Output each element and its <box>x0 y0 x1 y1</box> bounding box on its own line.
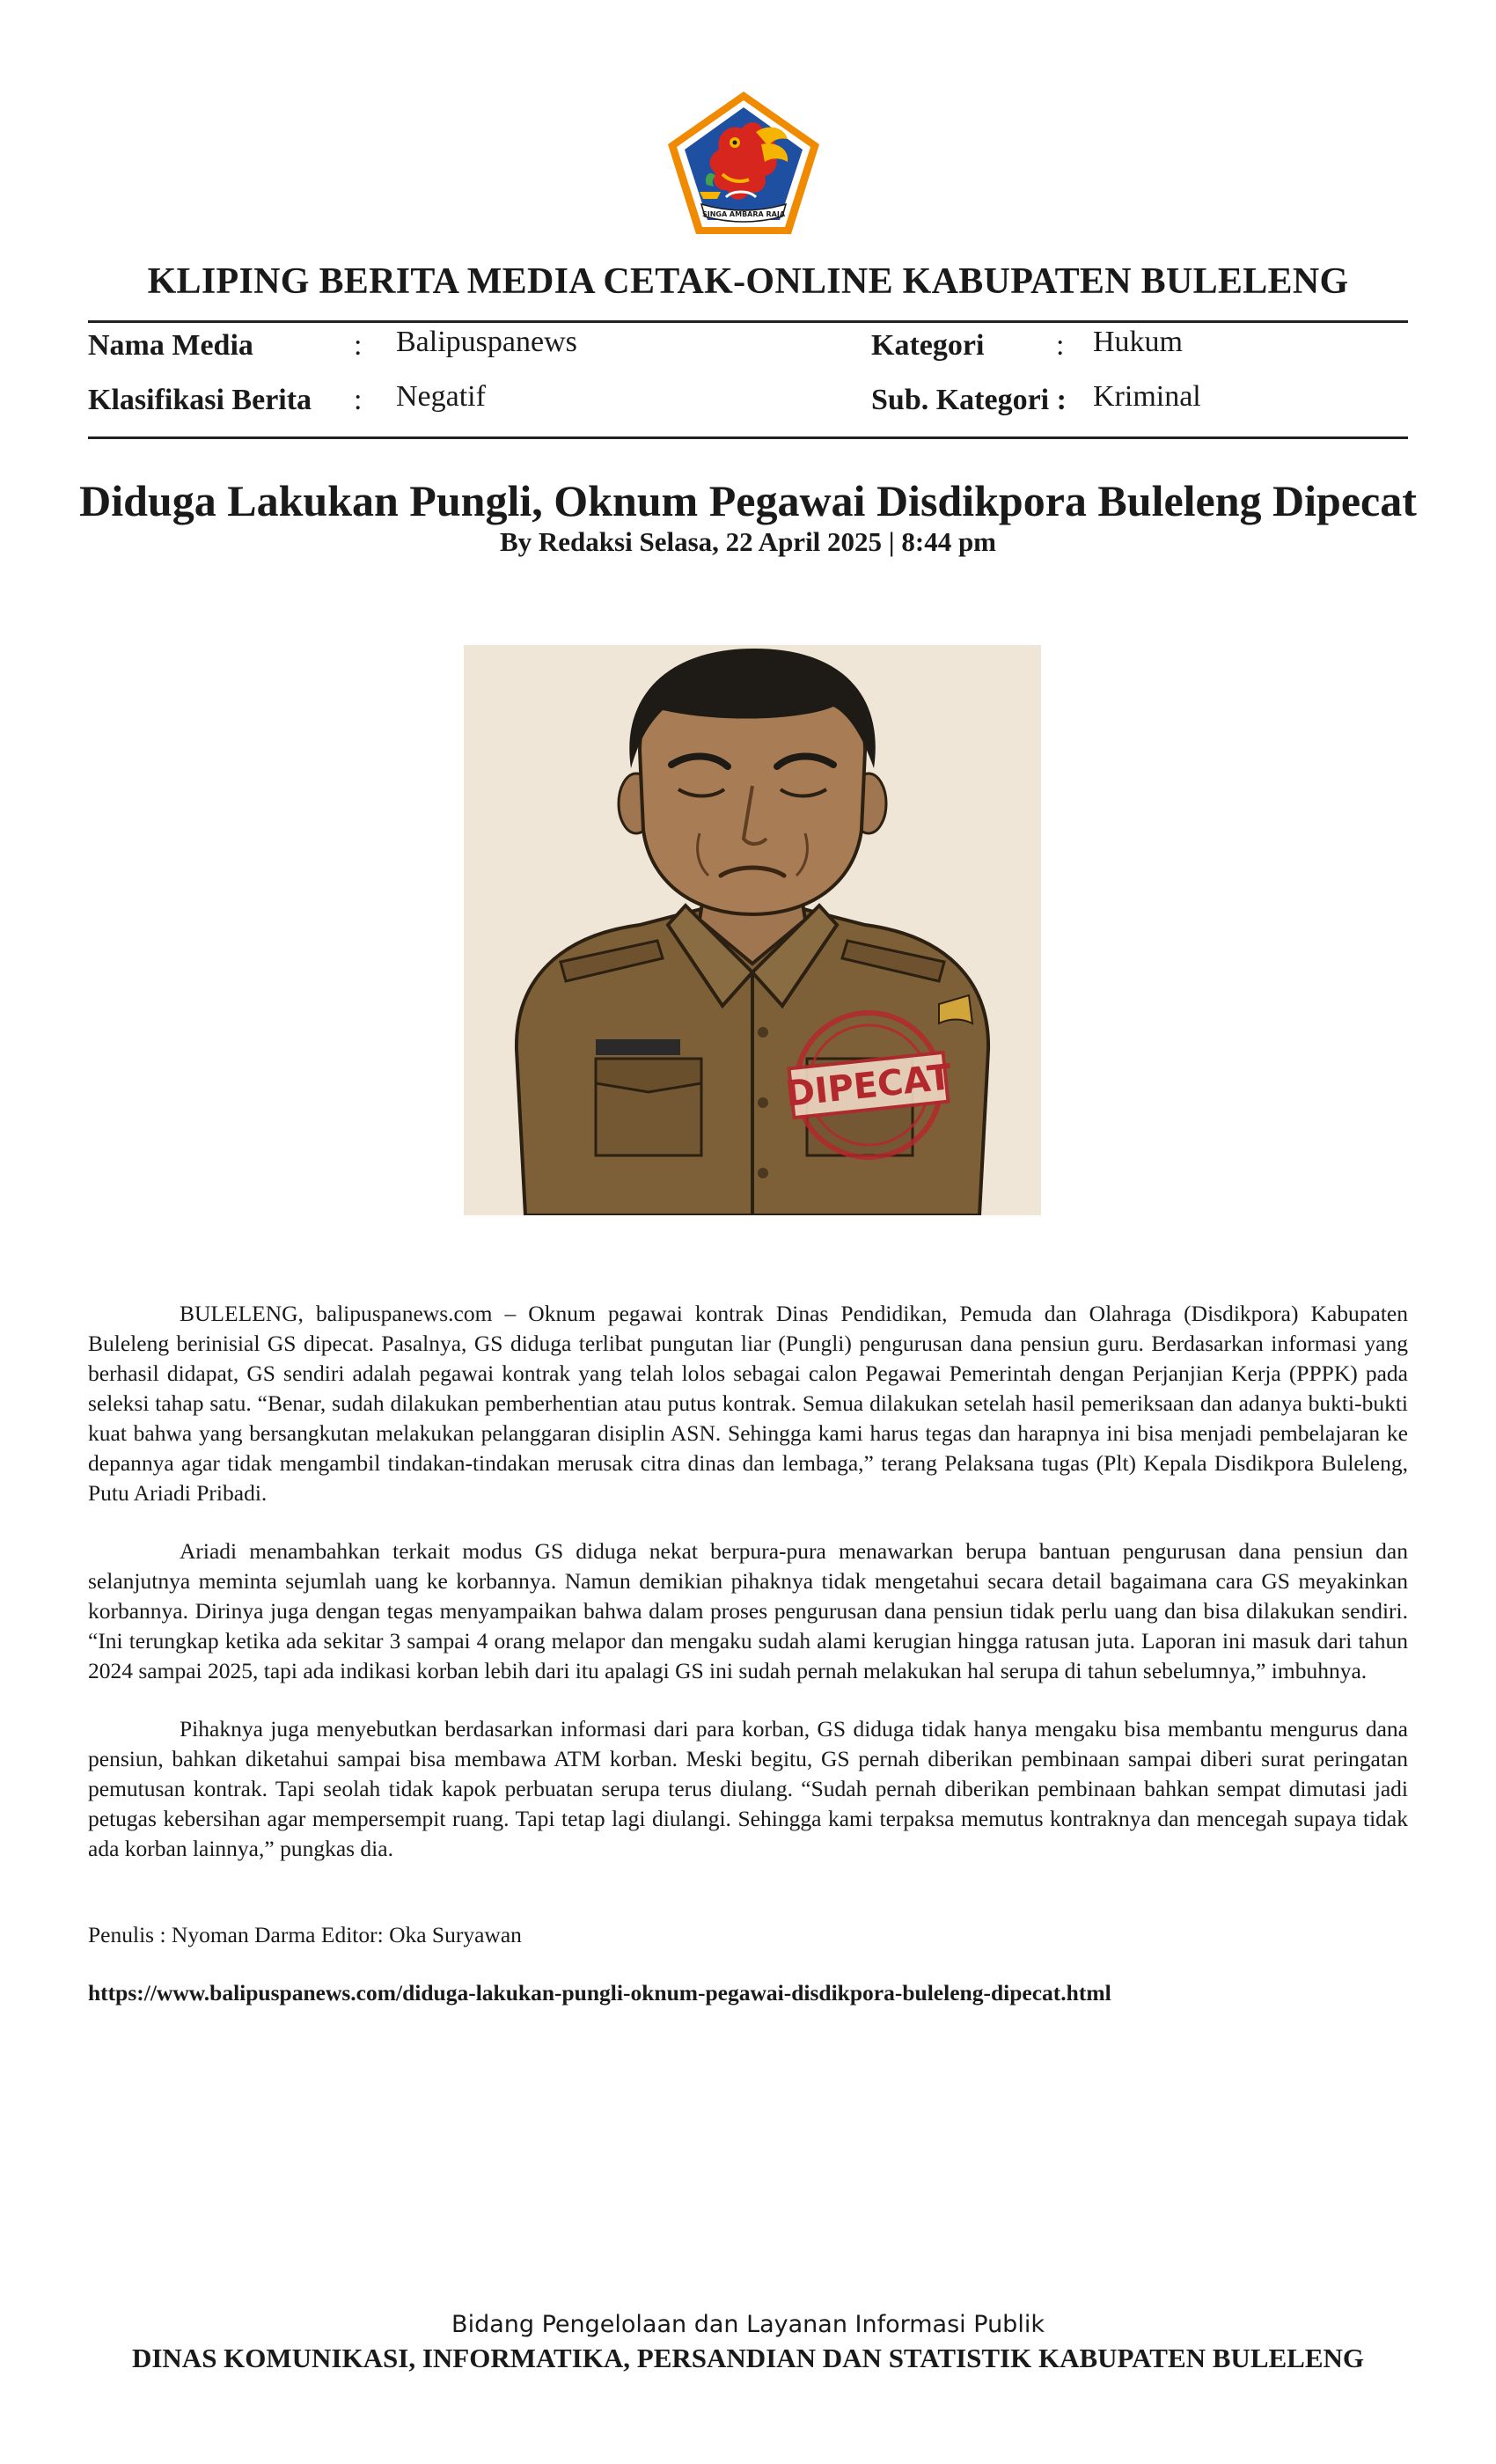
clipping-title: KLIPING BERITA MEDIA CETAK-ONLINE KABUPATEN BULELENG <box>147 261 1349 302</box>
dipecat-stamp: DIPECAT <box>783 1057 954 1115</box>
dismissed-employee-illustration <box>464 645 1041 1215</box>
article-paragraph-1: BULELENG, balipuspanews.com – Oknum pegawai kontrak Dinas Pendidikan, Pemuda dan Olahraga (Disdikpora) Kabupaten Buleleng berinisial GS dipecat. Pasalnya, GS diduga terlibat pungutan liar (Pungli) pengurusan dana pensiun guru. Berdasarkan informasi yang berhasil didapat, GS sendiri adalah pegawai kontrak yang telah lolos sebagai calon Pegawai Pemerintah dengan Perjanjian Kerja (PPPK) pada seleksi tahap satu. “Benar, sudah dilakukan pemberhentian atau putus kontrak. Semua dilakukan setelah hasil pemeriksaan dan adanya bukti-bukti kuat bahwa yang bersangkutan melakukan pelanggaran disiplin ASN. Sehingga kami harus tegas dan harapnya ini bisa menjadi pembelajaran ke depannya agar tidak mengambil tindakan-tindakan merusak citra dinas dan lembaga,” terang Pelaksana tugas (Plt) Kepala Disdikpora Buleleng, Putu Ariadi Pribadi. <box>88 1301 1408 1506</box>
article-paragraph-3: Pihaknya juga menyebutkan berdasarkan informasi dari para korban, GS diduga tidak hanya mengaku bisa membantu mengurus dana pensiun, bahkan diketahui sampai bisa membawa ATM korban. Meski begitu, GS pernah diberikan pembinaan sampai diberi surat peringatan pemutusan kontrak. Tapi seolah tidak kapok perbuatan serupa terus diulang. “Sudah pernah diberikan pembinaan bahkan sempat dimutasi jadi petugas kebersihan agar mempersempit ruang. Tapi tetap lagi diulangi. Sehingga kami terpaksa memutus kontraknya dan mencegah supaya tidak ada korban lainnya,” pungkas dia. <box>88 1716 1408 1861</box>
article-byline: By Redaksi Selasa, 22 April 2025 | 8:44 pm <box>499 526 997 557</box>
article-illustration <box>464 645 1041 1215</box>
article-source-url: https://www.balipuspanews.com/diduga-lakukan-pungli-oknum-pegawai-disdikpora-buleleng-dipecat.html <box>88 1980 1111 2006</box>
meta-colon: : <box>1056 329 1065 362</box>
sub-kategori-label: Sub. Kategori : <box>871 384 1067 416</box>
nama-media-label: Nama Media <box>88 329 253 362</box>
header-divider-top <box>88 320 1408 323</box>
emblem-shield-icon <box>664 88 823 238</box>
klasifikasi-value: Negatif <box>396 380 486 413</box>
meta-colon: : <box>354 329 363 362</box>
kategori-value: Hukum <box>1093 326 1183 358</box>
article-body <box>88 1299 1408 1892</box>
meta-row-1 <box>88 326 1408 373</box>
emblem-motto: SINGA AMBARA RAJA <box>701 210 786 218</box>
nama-media-value: Balipuspanews <box>396 326 577 358</box>
regency-emblem-logo <box>664 88 823 238</box>
article-paragraph-2: Ariadi menambahkan terkait modus GS diduga nekat berpura-pura menawarkan berupa bantuan pengurusan dana pensiun dan selanjutnya meminta sejumlah uang ke korbannya. Namun demikian pihaknya tidak mengetahui secara detail bagaimana cara GS meyakinkan korbannya. Dirinya juga dengan tegas menyampaikan bahwa dalam proses pengurusan dana pensiun tidak perlu uang dan bisa dilakukan sendiri. “Ini terungkap ketika ada sekitar 3 sampai 4 orang melapor dan mengaku sudah alami kerugian hingga ratusan juta. Laporan ini masuk dari tahun 2024 sampai 2025, tapi ada indikasi korban lebih dari itu apalagi GS ini sudah pernah melakukan hal serupa di tahun sebelumnya,” imbuhnya. <box>88 1538 1408 1683</box>
meta-colon: : <box>354 384 363 416</box>
klasifikasi-label: Klasifikasi Berita <box>88 384 312 416</box>
header-divider-bottom <box>88 436 1408 439</box>
footer-agency: DINAS KOMUNIKASI, INFORMATIKA, PERSANDIAN DAN STATISTIK KABUPATEN BULELENG <box>131 2343 1365 2373</box>
sub-kategori-value: Kriminal <box>1093 380 1201 413</box>
meta-row-2 <box>88 380 1408 428</box>
article-headline: Diduga Lakukan Pungli, Oknum Pegawai Disdikpora Buleleng Dipecat <box>79 476 1417 525</box>
kategori-label: Kategori <box>871 329 985 362</box>
article-credits: Penulis : Nyoman Darma Editor: Oka Suryawan <box>88 1922 522 1947</box>
footer-division: Bidang Pengelolaan dan Layanan Informasi Publik <box>451 2311 1045 2338</box>
